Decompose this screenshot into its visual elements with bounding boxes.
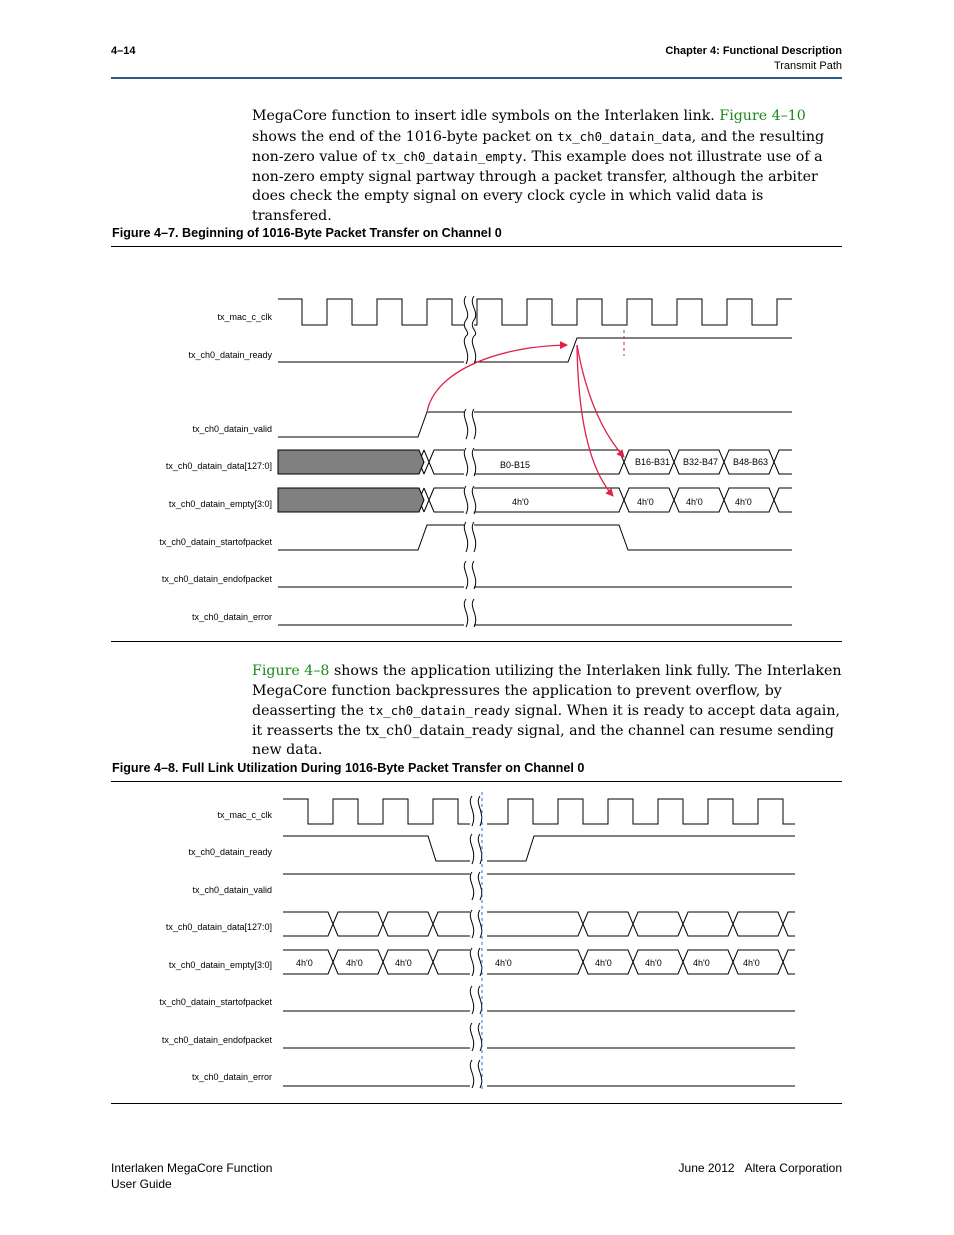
fig7-empty-value: 4h'0 [686,497,703,507]
fig7-label-clk: tx_mac_c_clk [217,312,272,322]
fig7-label-empty: tx_ch0_datain_empty[3:0] [168,499,272,509]
intro-code-data: tx_ch0_datain_data [557,128,692,144]
fig7-empty-value: 4h'0 [512,497,529,507]
footer-company: Altera Corporation [744,1161,842,1175]
intro-text-3: , and the resulting non-zero value of [252,128,825,166]
fig8-break-marks [470,796,481,1088]
fig8-label-error: tx_ch0_datain_error [191,1072,272,1082]
fig7-data-value: B32-B47 [683,457,719,467]
fig7-empty-value: 4h'0 [637,497,654,507]
fig7-empty-value: 4h'0 [735,497,752,507]
footer-right [679,1160,842,1176]
figure-4-10-link[interactable]: Figure 4–10 [719,108,806,124]
fig7-data-value: B48-B63 [733,457,769,467]
footer-date: June 2012 [678,1161,735,1175]
middle-text-1: shows the application utilizing the Interlaken link fully. The Interlaken MegaCore function backpressures the application to prevent overflow, by deasserting the [252,663,842,720]
fig7-data-value: B0-B15 [500,460,531,470]
fig8-label-empty: tx_ch0_datain_empty[3:0] [168,960,272,970]
fig7-label-eop: tx_ch0_datain_endofpacket [161,574,272,584]
intro-text-2: shows the end of the 1016-byte packet on [252,128,558,145]
fig8-empty-value: 4h'0 [743,958,760,968]
footer-doc-line2: User Guide [111,1177,172,1191]
intro-text-1: MegaCore function to insert idle symbols on the Interlaken link. [252,108,720,124]
fig8-empty-value: 4h'0 [395,958,412,968]
fig8-data-bus-b [487,912,795,936]
footer-doc-title [111,1160,272,1192]
fig8-empty-value: 4h'0 [296,958,313,968]
fig7-label-ready: tx_ch0_datain_ready [188,350,272,360]
fig8-empty-value: 4h'0 [693,958,710,968]
fig8-empty-value: 4h'0 [495,958,512,968]
fig8-clk-wave [283,799,795,824]
fig7-data-value: B16-B31 [635,457,671,467]
intro-code-empty: tx_ch0_datain_empty [380,149,523,165]
fig7-label-error: tx_ch0_datain_error [191,612,272,622]
fig8-data-bus-a [283,912,470,936]
fig8-label-sop: tx_ch0_datain_startofpacket [159,997,272,1007]
fig8-label-valid: tx_ch0_datain_valid [192,885,272,895]
section-title: Transmit Path [773,60,842,72]
fig8-empty-value: 4h'0 [595,958,612,968]
footer-doc-line1: Interlaken MegaCore Function [111,1161,273,1175]
fig8-label-clk: tx_mac_c_clk [217,810,272,820]
fig8-empty-value: 4h'0 [346,958,363,968]
figure-4-8-title: Figure 4–8. Full Link Utilization During 1016-Byte Packet Transfer on Channel 0 [112,761,585,775]
fig8-label-data: tx_ch0_datain_data[127:0] [165,922,272,932]
fig8-ready-wave [283,836,795,861]
figure-4-7-title: Figure 4–7. Beginning of 1016-Byte Packet Transfer on Channel 0 [112,226,502,240]
fig8-label-eop: tx_ch0_datain_endofpacket [161,1035,272,1045]
middle-text-2: signal. When it is ready to accept data again, it reasserts the tx_ch0_datain_ready signal, and the channel can resume sending new data. [252,703,840,759]
figure-4-8-bottom-rule [111,1103,842,1104]
intro-text-4: . This example does not illustrate use of a non-zero empty signal partway through a packet transfer, although the arbiter does check the empty signal on every clock cycle in which valid data is transfered. [252,149,823,224]
fig8-empty-value: 4h'0 [645,958,662,968]
fig7-label-data: tx_ch0_datain_data[127:0] [165,461,272,471]
middle-code-ready: tx_ch0_datain_ready [368,703,511,719]
fig8-label-ready: tx_ch0_datain_ready [188,847,272,857]
page-number: 4–14 [111,45,136,57]
fig7-label-sop: tx_ch0_datain_startofpacket [159,537,272,547]
fig7-label-valid: tx_ch0_datain_valid [192,424,272,434]
figure-4-8-link[interactable]: Figure 4–8 [252,663,330,679]
chapter-title: Chapter 4: Functional Description [665,45,842,57]
